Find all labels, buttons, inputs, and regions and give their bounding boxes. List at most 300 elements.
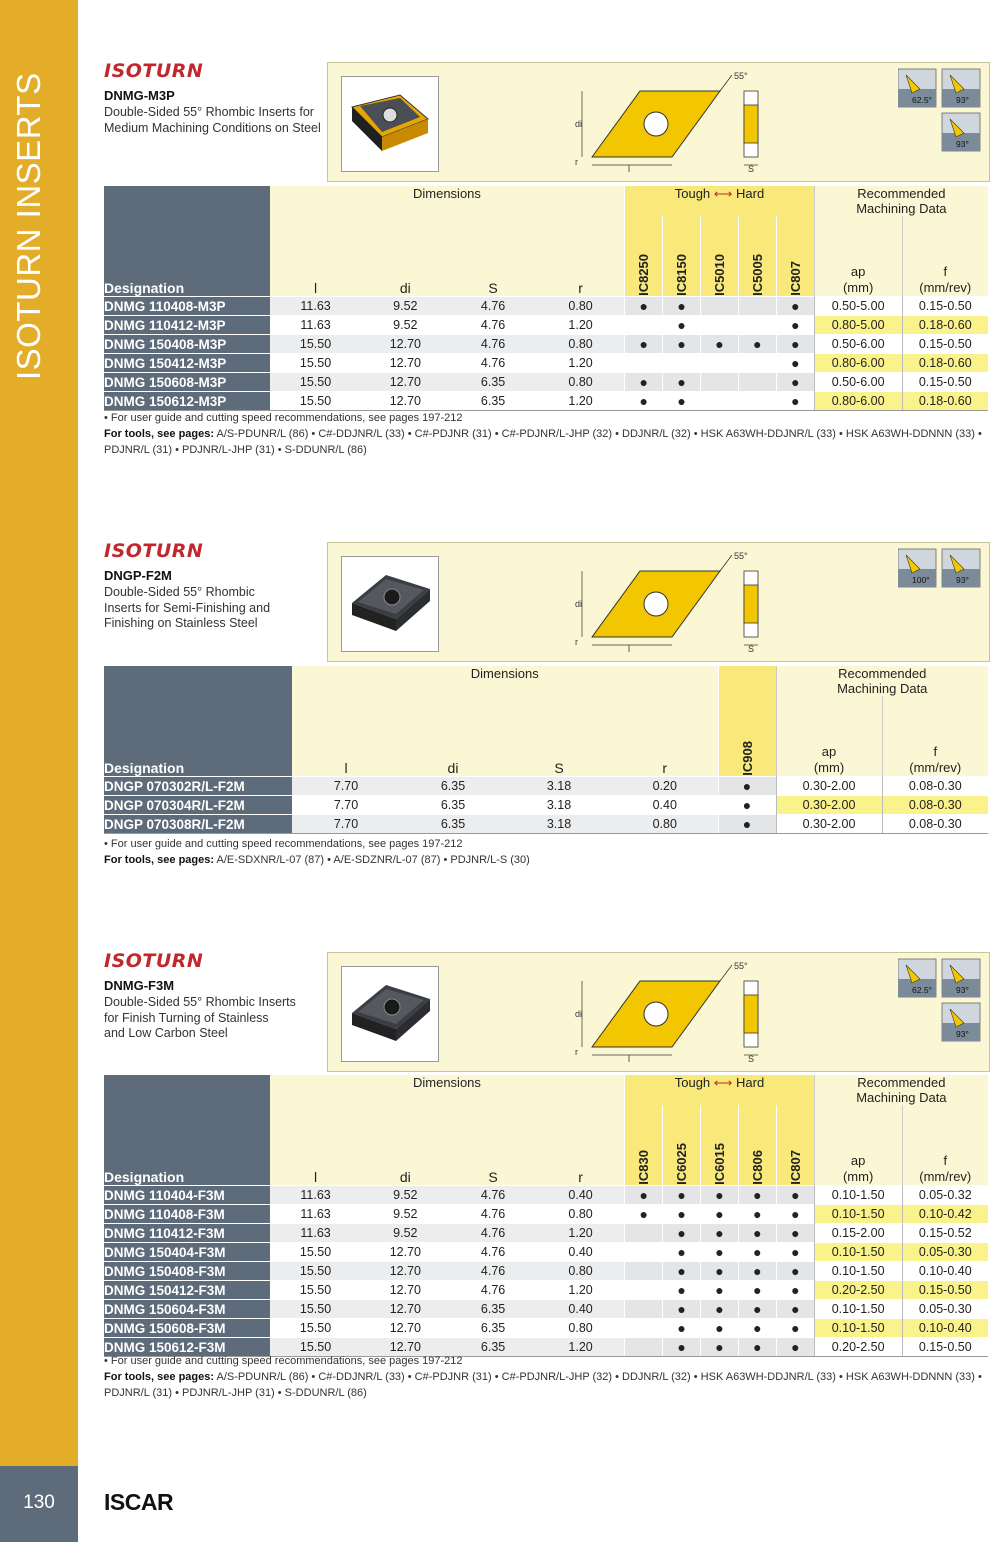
- designation-cell: DNGP 070308R/L-F2M: [104, 815, 292, 834]
- table-row: [104, 1224, 988, 1243]
- product-code: DNMG-M3P: [104, 88, 175, 103]
- ap-cell: 0.10-1.50: [814, 1300, 902, 1319]
- grade-name: IC807: [787, 1150, 803, 1185]
- holder-angle-label: 93°: [956, 1029, 969, 1039]
- table-row: [104, 777, 988, 796]
- dimension-column-header: l: [270, 216, 362, 297]
- dimension-cell: 6.35: [449, 373, 537, 392]
- dimension-cell: 4.76: [449, 316, 537, 335]
- holder-angle-label: 93°: [956, 575, 969, 585]
- holder-icon: [898, 69, 936, 107]
- s-label: S: [748, 1054, 755, 1063]
- grade-availability-cell: ●: [776, 1300, 814, 1319]
- grade-availability-cell: ●: [663, 297, 701, 316]
- grade-availability-cell: [701, 392, 739, 411]
- dimension-cell: 15.50: [270, 1300, 362, 1319]
- tools-reference: [104, 426, 984, 458]
- ap-header: ap (mm): [814, 216, 902, 297]
- dimension-cell: 3.18: [506, 796, 612, 815]
- ap-cell: 0.80-6.00: [814, 392, 902, 411]
- tools-reference: [104, 852, 984, 868]
- grade-availability-cell: ●: [663, 373, 701, 392]
- designation-cell: DNMG 150608-F3M: [104, 1319, 270, 1338]
- specification-table: [104, 1075, 988, 1357]
- grade-availability-cell: ●: [738, 1281, 776, 1300]
- grade-availability-cell: ●: [776, 335, 814, 354]
- ap-cell: 0.50-6.00: [814, 373, 902, 392]
- dimension-cell: 1.20: [537, 1281, 625, 1300]
- grade-availability-cell: ●: [701, 1281, 739, 1300]
- table-row: [104, 1186, 988, 1205]
- grade-availability-cell: ●: [738, 1338, 776, 1357]
- grade-availability-cell: ●: [663, 1262, 701, 1281]
- holder-icons: [898, 957, 984, 1048]
- grade-availability-cell: ●: [776, 316, 814, 335]
- s-label: S: [748, 644, 755, 653]
- grade-availability-cell: ●: [625, 335, 663, 354]
- dimension-cell: 4.76: [449, 354, 537, 373]
- f-cell: 0.18-0.60: [902, 316, 988, 335]
- ap-cell: 0.10-1.50: [814, 1319, 902, 1338]
- holder-icon: [942, 549, 980, 587]
- diagram-wrapper: [572, 957, 772, 1068]
- description-line: Double-Sided 55° Rhombic: [104, 585, 255, 599]
- grade-availability-cell: [738, 354, 776, 373]
- grade-name: IC8250: [636, 254, 652, 296]
- insert-dimension-diagram: [572, 957, 772, 1063]
- usage-note: • For user guide and cutting speed recommendations, see pages 197-212: [104, 1355, 463, 1367]
- grade-availability-cell: ●: [738, 1224, 776, 1243]
- grade-availability-cell: ●: [776, 1262, 814, 1281]
- dimension-cell: 4.76: [449, 1224, 537, 1243]
- designation-cell: DNMG 150404-F3M: [104, 1243, 270, 1262]
- grade-availability-cell: [625, 1338, 663, 1357]
- r-label: r: [575, 637, 578, 647]
- dimension-cell: 9.52: [361, 316, 449, 335]
- dimension-column-header: S: [449, 1105, 537, 1186]
- grade-column-header: [701, 216, 739, 297]
- dimension-column-header: di: [400, 696, 506, 777]
- grade-name: IC5010: [711, 254, 727, 296]
- description-line: and Low Carbon Steel: [104, 1026, 228, 1040]
- dimension-cell: 4.76: [449, 1205, 537, 1224]
- tough-hard-arrow-icon: ⟷: [713, 186, 733, 201]
- dimensions-header: Dimensions: [292, 666, 718, 696]
- ap-cell: 0.10-1.50: [814, 1243, 902, 1262]
- product-code: DNGP-F2M: [104, 568, 172, 583]
- description-line: for Finish Turning of Stainless: [104, 1010, 269, 1025]
- dimension-column-header: r: [537, 216, 625, 297]
- grade-availability-cell: [701, 297, 739, 316]
- holder-icon: [942, 113, 980, 151]
- dimension-cell: 15.50: [270, 392, 362, 411]
- dimension-cell: 1.20: [537, 316, 625, 335]
- product-description: [104, 585, 329, 632]
- grade-availability-cell: ●: [738, 1186, 776, 1205]
- grade-column-header: [625, 1105, 663, 1186]
- dimension-cell: 3.18: [506, 815, 612, 834]
- dimension-column-header: S: [449, 216, 537, 297]
- designation-cell: DNMG 150612-F3M: [104, 1338, 270, 1357]
- s-label: S: [748, 164, 755, 173]
- f-cell: 0.05-0.30: [902, 1243, 988, 1262]
- f-cell: 0.08-0.30: [882, 815, 988, 834]
- table-row: [104, 815, 988, 834]
- dimension-cell: 0.80: [612, 815, 718, 834]
- designation-cell: DNMG 110412-F3M: [104, 1224, 270, 1243]
- grade-availability-cell: ●: [776, 1205, 814, 1224]
- dimension-cell: 7.70: [292, 777, 400, 796]
- grade-availability-cell: ●: [663, 335, 701, 354]
- grade-column-header: [738, 216, 776, 297]
- angle-label: 55°: [734, 71, 748, 81]
- sidebar: [0, 0, 78, 1466]
- insert-photo-frame: [341, 76, 439, 172]
- usage-note: • For user guide and cutting speed recommendations, see pages 197-212: [104, 838, 463, 850]
- designation-cell: DNMG 150412-M3P: [104, 354, 270, 373]
- designation-cell: DNMG 110408-F3M: [104, 1205, 270, 1224]
- grade-availability-cell: [625, 354, 663, 373]
- grade-availability-cell: ●: [701, 335, 739, 354]
- grade-name: IC6025: [674, 1143, 690, 1185]
- dimension-cell: 12.70: [361, 373, 449, 392]
- designation-header: Designation: [104, 666, 292, 777]
- l-label: l: [628, 164, 630, 173]
- table-row: [104, 1338, 988, 1357]
- holder-icon: [942, 959, 980, 997]
- ap-cell: 0.10-1.50: [814, 1205, 902, 1224]
- dimension-column-header: S: [506, 696, 612, 777]
- dimension-cell: 11.63: [270, 297, 362, 316]
- holder-icon: [898, 959, 936, 997]
- grade-availability-cell: ●: [701, 1300, 739, 1319]
- dimension-cell: 4.76: [449, 297, 537, 316]
- dimension-cell: 11.63: [270, 316, 362, 335]
- insert-photo: [342, 967, 438, 1061]
- grade-availability-cell: ●: [776, 1224, 814, 1243]
- ap-cell: 0.80-6.00: [814, 354, 902, 373]
- grade-column-header: [776, 1105, 814, 1186]
- grade-availability-cell: ●: [663, 1300, 701, 1319]
- dimension-cell: 12.70: [361, 354, 449, 373]
- tough-hard-arrow-icon: ⟷: [713, 1075, 733, 1090]
- dimension-column-header: di: [361, 216, 449, 297]
- grade-availability-cell: [701, 373, 739, 392]
- f-cell: 0.15-0.52: [902, 1224, 988, 1243]
- tools-list: A/S-PDUNR/L (86) • C#-DDJNR/L (33) • C#-PDJNR (31) • C#-PDJNR/L-JHP (32) • DDJNR/L (32) • HSK A63WH-DDJNR/L (33) • HSK A63WH-DDNNN (33) • PDJNR/L (31) • PDJNR/L-JHP (31) • S-DDUNR/L (86): [104, 428, 982, 456]
- tools-label: For tools, see pages:: [104, 428, 215, 440]
- tools-list: A/E-SDXNR/L-07 (87) • A/E-SDZNR/L-07 (87) • PDJNR/L-S (30): [214, 854, 530, 866]
- dimension-cell: 7.70: [292, 815, 400, 834]
- grade-availability-cell: ●: [738, 1262, 776, 1281]
- designation-cell: DNMG 150604-F3M: [104, 1300, 270, 1319]
- grade-availability-cell: ●: [718, 815, 776, 834]
- ap-cell: 0.10-1.50: [814, 1186, 902, 1205]
- dimension-cell: 15.50: [270, 354, 362, 373]
- grade-availability-cell: ●: [625, 373, 663, 392]
- hard-label: Hard: [736, 186, 765, 201]
- grade-availability-cell: ●: [663, 1281, 701, 1300]
- l-label: l: [628, 644, 630, 653]
- dimension-cell: 12.70: [361, 1243, 449, 1262]
- grade-availability-cell: ●: [663, 392, 701, 411]
- grade-name: IC5005: [749, 254, 765, 296]
- grade-availability-cell: ●: [625, 392, 663, 411]
- f-cell: 0.10-0.40: [902, 1262, 988, 1281]
- grade-name: IC908: [739, 741, 755, 776]
- designation-cell: DNGP 070304R/L-F2M: [104, 796, 292, 815]
- grade-availability-cell: ●: [701, 1205, 739, 1224]
- ap-header: ap (mm): [814, 1105, 902, 1186]
- dimension-column-header: r: [537, 1105, 625, 1186]
- dimension-cell: 12.70: [361, 392, 449, 411]
- di-label: di: [575, 1009, 583, 1019]
- grade-name: IC806: [749, 1150, 765, 1185]
- grade-availability-cell: [625, 1281, 663, 1300]
- grade-availability-cell: ●: [776, 1338, 814, 1357]
- tough-label: Tough: [674, 186, 711, 201]
- designation-cell: DNMG 110404-F3M: [104, 1186, 270, 1205]
- dimension-cell: 4.76: [449, 1262, 537, 1281]
- hard-label: Hard: [736, 1075, 765, 1090]
- grade-availability-cell: ●: [738, 335, 776, 354]
- dimension-cell: 11.63: [270, 1186, 362, 1205]
- f-cell: 0.05-0.32: [902, 1186, 988, 1205]
- dimension-cell: 15.50: [270, 335, 362, 354]
- table-row: [104, 316, 988, 335]
- designation-cell: DNGP 070302R/L-F2M: [104, 777, 292, 796]
- grade-availability-cell: [625, 316, 663, 335]
- grade-availability-cell: ●: [776, 297, 814, 316]
- dimension-cell: 6.35: [449, 1319, 537, 1338]
- grade-availability-cell: [625, 1224, 663, 1243]
- product-description: [104, 105, 329, 136]
- diagram-wrapper: [572, 547, 772, 658]
- description-line: Finishing on Stainless Steel: [104, 616, 258, 630]
- grade-name: IC8150: [674, 254, 690, 296]
- dimensions-header: Dimensions: [270, 186, 625, 216]
- dimension-cell: 12.70: [361, 1262, 449, 1281]
- description-line: Double-Sided 55° Rhombic Inserts for: [104, 105, 314, 119]
- dimension-cell: 9.52: [361, 1186, 449, 1205]
- grade-availability-cell: [738, 297, 776, 316]
- f-cell: 0.08-0.30: [882, 796, 988, 815]
- grade-column-header: [663, 216, 701, 297]
- f-header: f (mm/rev): [882, 696, 988, 777]
- dimension-cell: 3.18: [506, 777, 612, 796]
- f-cell: 0.15-0.50: [902, 297, 988, 316]
- dimension-cell: 0.80: [537, 297, 625, 316]
- grade-availability-cell: ●: [663, 1186, 701, 1205]
- ap-cell: 0.30-2.00: [776, 796, 882, 815]
- designation-cell: DNMG 150608-M3P: [104, 373, 270, 392]
- grade-column-header: [738, 1105, 776, 1186]
- product-code: DNMG-F3M: [104, 978, 175, 993]
- product-description: [104, 995, 329, 1042]
- ap-cell: 0.30-2.00: [776, 815, 882, 834]
- ap-cell: 0.20-2.50: [814, 1281, 902, 1300]
- dimension-cell: 12.70: [361, 1281, 449, 1300]
- ap-cell: 0.15-2.00: [814, 1224, 902, 1243]
- dimension-cell: 0.40: [612, 796, 718, 815]
- dimension-cell: 9.52: [361, 1224, 449, 1243]
- ap-cell: 0.50-5.00: [814, 297, 902, 316]
- grade-availability-cell: [625, 1243, 663, 1262]
- dimension-cell: 0.40: [537, 1243, 625, 1262]
- grade-column-header: [776, 216, 814, 297]
- dimension-cell: 6.35: [449, 1300, 537, 1319]
- table-row: [104, 1300, 988, 1319]
- holder-angle-label: 62.5°: [912, 95, 932, 105]
- insert-photo: [342, 77, 438, 171]
- dimension-cell: 1.20: [537, 354, 625, 373]
- grade-availability-cell: ●: [738, 1319, 776, 1338]
- holder-icon: [942, 1003, 980, 1041]
- designation-cell: DNMG 150408-F3M: [104, 1262, 270, 1281]
- dimension-cell: 6.35: [449, 1338, 537, 1357]
- grade-availability-cell: ●: [701, 1338, 739, 1357]
- tools-label: For tools, see pages:: [104, 1371, 215, 1383]
- grade-availability-cell: ●: [663, 1205, 701, 1224]
- di-label: di: [575, 599, 583, 609]
- holder-angle-label: 93°: [956, 95, 969, 105]
- grade-availability-cell: ●: [776, 392, 814, 411]
- dimension-cell: 6.35: [400, 777, 506, 796]
- designation-cell: DNMG 110412-M3P: [104, 316, 270, 335]
- grade-availability-cell: ●: [701, 1262, 739, 1281]
- f-cell: 0.15-0.50: [902, 335, 988, 354]
- holder-icons: [898, 547, 984, 638]
- f-header: f (mm/rev): [902, 216, 988, 297]
- ap-header: ap (mm): [776, 696, 882, 777]
- dimension-cell: 12.70: [361, 1300, 449, 1319]
- designation-header: Designation: [104, 186, 270, 297]
- grade-availability-cell: ●: [701, 1243, 739, 1262]
- grade-availability-cell: ●: [625, 297, 663, 316]
- dimension-cell: 0.40: [537, 1300, 625, 1319]
- grade-availability-cell: ●: [776, 354, 814, 373]
- holder-icon: [942, 69, 980, 107]
- grade-availability-cell: [701, 316, 739, 335]
- isoturn-logo: ISOTURN: [104, 60, 204, 82]
- grade-availability-cell: ●: [663, 316, 701, 335]
- r-label: r: [575, 157, 578, 167]
- dimension-cell: 15.50: [270, 1319, 362, 1338]
- insert-illustration-panel: [327, 62, 990, 182]
- dimension-cell: 4.76: [449, 1281, 537, 1300]
- holder-angle-label: 93°: [956, 139, 969, 149]
- insert-illustration-panel: [327, 542, 990, 662]
- holder-icons: [898, 67, 984, 158]
- tools-list: A/S-PDUNR/L (86) • C#-DDJNR/L (33) • C#-PDJNR (31) • C#-PDJNR/L-JHP (32) • DDJNR/L (32) • HSK A63WH-DDJNR/L (33) • HSK A63WH-DDNNN (33) • PDJNR/L (31) • PDJNR/L-JHP (31) • S-DDUNR/L (86): [104, 1371, 982, 1399]
- grade-name: IC807: [787, 261, 803, 296]
- recommended-header: Recommended Machining Data: [814, 186, 988, 216]
- dimension-column-header: l: [270, 1105, 362, 1186]
- dimension-cell: 12.70: [361, 335, 449, 354]
- designation-cell: DNMG 150412-F3M: [104, 1281, 270, 1300]
- recommended-header: Recommended Machining Data: [814, 1075, 988, 1105]
- grade-availability-cell: ●: [701, 1224, 739, 1243]
- holder-angle-label: 62.5°: [912, 985, 932, 995]
- table-row: [104, 354, 988, 373]
- insert-dimension-diagram: [572, 67, 772, 173]
- isoturn-logo: ISOTURN: [104, 950, 204, 972]
- f-cell: 0.08-0.30: [882, 777, 988, 796]
- dimension-cell: 12.70: [361, 1338, 449, 1357]
- brand-name: ISCAR: [104, 1489, 174, 1515]
- dimension-cell: 0.80: [537, 1319, 625, 1338]
- ap-cell: 0.20-2.50: [814, 1338, 902, 1357]
- grade-availability-cell: [738, 373, 776, 392]
- f-header: f (mm/rev): [902, 1105, 988, 1186]
- dimension-column-header: l: [292, 696, 400, 777]
- dimension-cell: 1.20: [537, 1224, 625, 1243]
- dimension-cell: 4.76: [449, 1186, 537, 1205]
- dimension-cell: 15.50: [270, 1338, 362, 1357]
- table-row: [104, 392, 988, 411]
- grade-availability-cell: ●: [776, 1243, 814, 1262]
- grade-availability-cell: [701, 354, 739, 373]
- dimension-cell: 12.70: [361, 1319, 449, 1338]
- description-line: Double-Sided 55° Rhombic Inserts: [104, 995, 296, 1009]
- dimension-cell: 15.50: [270, 373, 362, 392]
- tough-hard-header: [625, 186, 815, 216]
- grade-column-header: [701, 1105, 739, 1186]
- dimension-cell: 9.52: [361, 297, 449, 316]
- tools-label: For tools, see pages:: [104, 854, 215, 866]
- dimension-cell: 9.52: [361, 1205, 449, 1224]
- dimension-column-header: r: [612, 696, 718, 777]
- f-cell: 0.05-0.30: [902, 1300, 988, 1319]
- table-row: [104, 297, 988, 316]
- table-row: [104, 373, 988, 392]
- f-cell: 0.15-0.50: [902, 373, 988, 392]
- grade-availability-cell: ●: [718, 777, 776, 796]
- grade-availability-cell: ●: [701, 1186, 739, 1205]
- grade-availability-cell: ●: [663, 1338, 701, 1357]
- dimension-cell: 0.20: [612, 777, 718, 796]
- grade-name: IC830: [636, 1150, 652, 1185]
- insert-illustration-panel: [327, 952, 990, 1072]
- table-row: [104, 335, 988, 354]
- grade-availability-cell: [625, 1319, 663, 1338]
- grade-availability-cell: [625, 1262, 663, 1281]
- grade-name: IC6015: [711, 1143, 727, 1185]
- isoturn-logo: ISOTURN: [104, 540, 204, 562]
- ap-cell: 0.50-6.00: [814, 335, 902, 354]
- f-cell: 0.10-0.42: [902, 1205, 988, 1224]
- dimension-cell: 11.63: [270, 1205, 362, 1224]
- ap-cell: 0.80-5.00: [814, 316, 902, 335]
- l-label: l: [628, 1054, 630, 1063]
- table-row: [104, 1281, 988, 1300]
- dimension-cell: 6.35: [400, 796, 506, 815]
- description-line: Inserts for Semi-Finishing and: [104, 600, 271, 615]
- specification-table: [104, 186, 988, 411]
- grade-availability-cell: ●: [776, 1281, 814, 1300]
- dimension-cell: 1.20: [537, 392, 625, 411]
- insert-photo-frame: [341, 966, 439, 1062]
- f-cell: 0.18-0.60: [902, 392, 988, 411]
- grade-availability-cell: [738, 392, 776, 411]
- table-row: [104, 796, 988, 815]
- tools-reference: [104, 1369, 984, 1401]
- angle-label: 55°: [734, 551, 748, 561]
- grade-availability-cell: ●: [738, 1300, 776, 1319]
- designation-cell: DNMG 150612-M3P: [104, 392, 270, 411]
- dimension-cell: 0.80: [537, 1262, 625, 1281]
- tough-hard-header: [625, 1075, 815, 1105]
